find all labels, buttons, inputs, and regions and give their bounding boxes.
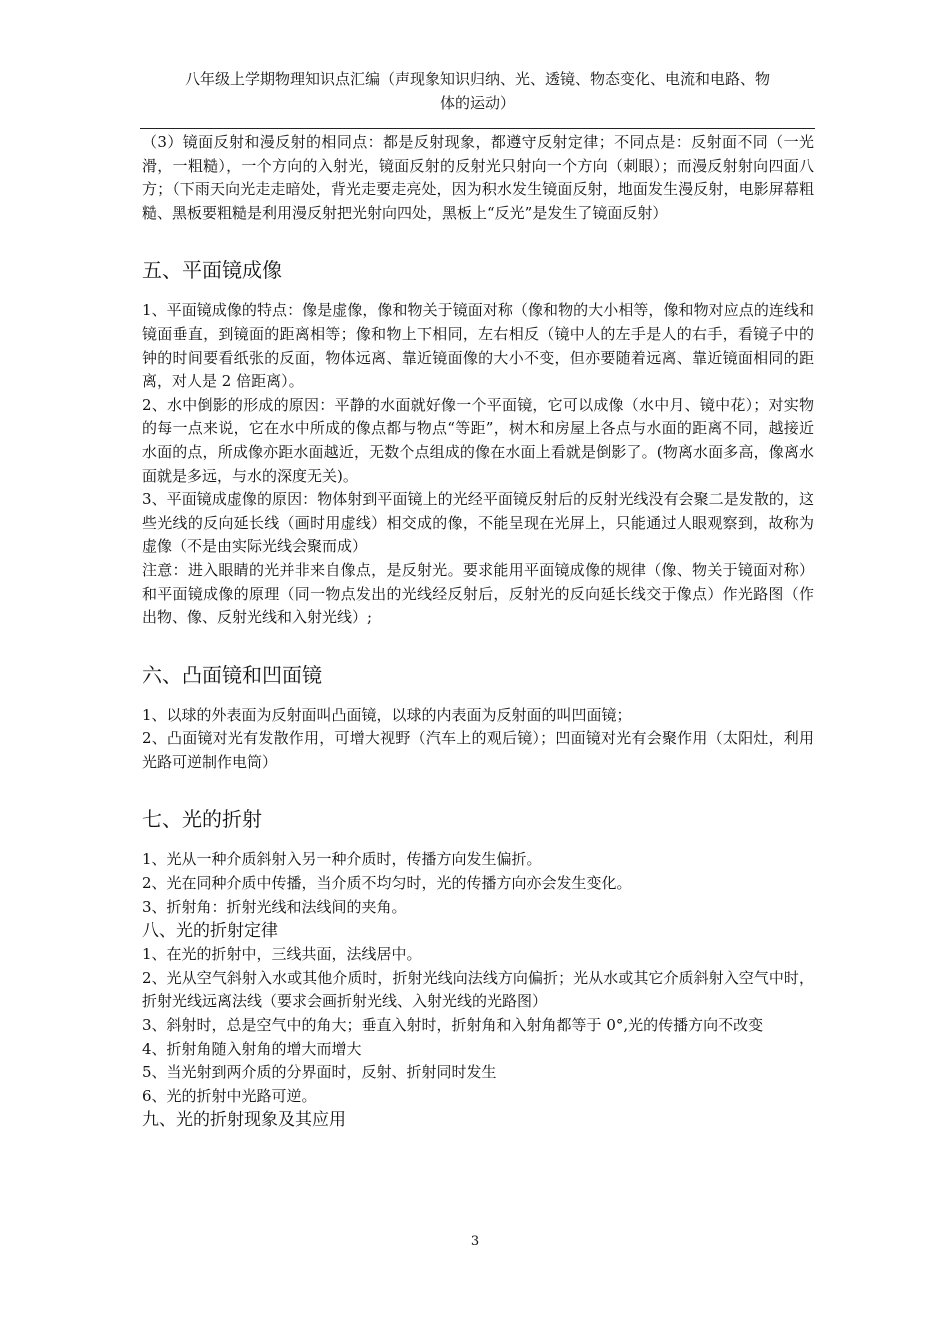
header-line-2: 体的运动） [439,94,515,112]
section-8-para-3: 3、斜射时，总是空气中的角大；垂直入射时，折射角和入射角都等于 0°,光的传播方向不改变 [142,1016,764,1035]
section-5-para-2: 2、水中倒影的形成的原因：平静的水面就好像一个平面镜，它可以成像（水中月、镜中花）；对实物的每一点来说，它在水中所成的像点都与物点“等距”，树木和房屋上各点与水面的距离不同，越接近水面的点，所成像亦距水面越近，无数个点组成的像在水面上看就是倒影了。(物离水面多高，像离水面就是多远，与水的深度无关)。 [142,395,814,485]
section-5-title: 五、平面镜成像 [142,258,282,283]
section-5-note: 注意：进入眼睛的光并非来自像点，是反射光。要求能用平面镜成像的规律（像、物关于镜面对称）和平面镜成像的原理（同一物点发出的光线经反射后，反射光的反向延长线交于像点）作光路图（作出物、像、反射光线和入射光线）; [142,560,814,627]
section-8-para-4: 4、折射角随入射角的增大而增大 [142,1039,362,1058]
section-6-para-2: 2、凸面镜对光有发散作用，可增大视野（汽车上的观后镜）；凹面镜对光有会聚作用（太阳灶，利用光路可逆制作电筒） [142,729,814,771]
intro-paragraph: （3）镜面反射和漫反射的相同点：都是反射现象，都遵守反射定律；不同点是：反射面不同（一光滑，一粗糙），一个方向的入射光，镜面反射的反射光只射向一个方向（刺眼）；而漫反射射向四面八方；（下雨天向光走走暗处，背光走要走亮处，因为积水发生镜面反射，地面发生漫反射，电影屏幕粗糙、黑板要粗糙是利用漫反射把光射向四处，黑板上“反光”是发生了镜面反射） [142,133,814,222]
section-7-para-3: 3、折射角：折射光线和法线间的夹角。 [142,897,407,916]
section-8-para-5: 5、当光射到两介质的分界面时，反射、折射同时发生 [142,1063,497,1082]
section-7-para-2: 2、光在同种介质中传播，当介质不均匀时，光的传播方向亦会发生变化。 [142,874,632,893]
section-6-para-1: 1、以球的外表面为反射面叫凸面镜，以球的内表面为反射面的叫凹面镜； [142,705,632,724]
section-8-para-1: 1、在光的折射中，三线共面，法线居中。 [142,945,422,964]
section-7-title: 七、光的折射 [142,807,262,832]
header-rule [140,128,815,129]
section-5-para-3: 3、平面镜成虚像的原因：物体射到平面镜上的光经平面镜反射后的反射光线没有会聚二是发散的，这些光线的反向延长线（画时用虚线）相交成的像，不能呈现在光屏上，只能通过人眼观察到，故称为虚像（不是由实际光线会聚而成） [142,490,814,556]
section-7-para-1: 1、光从一种介质斜射入另一种介质时，传播方向发生偏折。 [142,850,542,869]
section-8-title: 八、光的折射定律 [142,921,278,942]
page-header [140,67,815,115]
page-number: 3 [470,1234,480,1249]
section-5-para-1: 1、平面镜成像的特点：像是虚像，像和物关于镜面对称（像和物的大小相等，像和物对应点的连线和镜面垂直，到镜面的距离相等；像和物上下相同，左右相反（镜中人的左手是人的右手，看镜子中的钟的时间要看纸张的反面，物体远离、靠近镜面像的大小不变，但亦要随着远离、靠近镜面相同的距离，对人是 2 倍距离）。 [142,301,814,391]
section-9-title: 九、光的折射现象及其应用 [142,1110,346,1131]
header-line-1: 八年级上学期物理知识点汇编（声现象知识归纳、光、透镜、物态变化、电流和电路、物 [184,70,770,88]
section-6-title: 六、凸面镜和凹面镜 [142,662,322,687]
page-content [142,131,814,1132]
section-8-para-2: 2、光从空气斜射入水或其他介质时，折射光线向法线方向偏折；光从水或其它介质斜射入空气中时，折射光线远离法线（要求会画折射光线、入射光线的光路图） [142,968,814,1011]
section-8-para-6: 6、光的折射中光路可逆。 [142,1086,317,1105]
